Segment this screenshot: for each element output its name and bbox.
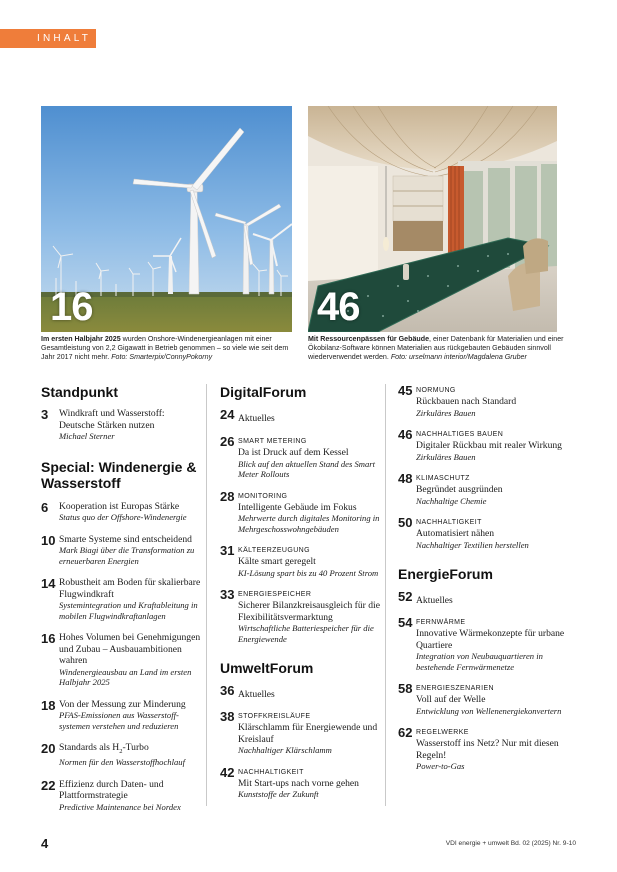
page-number-badge: 16 xyxy=(50,285,93,329)
toc-title: Standards als $H_2$-Turbo xyxy=(59,742,149,755)
toc-subtitle: Zirkuläres Bauen xyxy=(416,451,476,462)
toc-kicker: KLIMASCHUTZ xyxy=(416,475,470,482)
toc-page: 52 xyxy=(398,589,413,604)
toc-entry[interactable] xyxy=(398,516,573,550)
toc-title: Aktuelles xyxy=(238,689,275,700)
toc-kicker: REGELWERKE xyxy=(416,729,469,736)
toc-page: 42 xyxy=(220,764,235,780)
interior-photo[interactable] xyxy=(308,106,557,332)
toc-title: Automatisiert nähen xyxy=(416,528,495,539)
toc-page: 33 xyxy=(220,587,235,602)
toc-entry[interactable] xyxy=(220,684,380,702)
toc-page: 38 xyxy=(220,709,235,724)
toc-entry[interactable] xyxy=(398,472,573,506)
toc-page: 20 xyxy=(41,741,56,756)
caption-lead: Mit Ressourcenpässen für Gebäude xyxy=(308,335,430,343)
toc-column-2 xyxy=(220,384,380,800)
section-heading: Standpunkt xyxy=(41,384,118,400)
toc-title: Digitaler Rückbau mit realer Wirkung xyxy=(416,440,562,451)
toc-subtitle: PFAS-Emissionen aus Wasserstoff-systemen verstehen und reduzieren xyxy=(59,710,179,731)
toc-title: Sicherer Bilanzkreisausgleich für die Flexibilitätsvermarktung xyxy=(238,600,380,623)
toc-page: 48 xyxy=(398,471,413,486)
toc-entry[interactable] xyxy=(220,435,380,480)
toc-kicker: FERNWÄRME xyxy=(416,619,466,626)
toc-entry[interactable] xyxy=(41,742,201,768)
toc-entry[interactable] xyxy=(398,682,573,716)
toc-page: 28 xyxy=(220,488,235,504)
caption-text: wurden Onshore-Windenergieanlagen mit einer Gesamtleistung von 2,2 Gigawatt in Betrieb genommen – so viele wie seit dem Jahr 2017 nicht mehr. xyxy=(41,335,289,361)
wind-turbines-photo xyxy=(41,106,292,332)
toc-entry[interactable] xyxy=(220,588,380,644)
toc-title: Smarte Systeme sind entscheidend xyxy=(59,533,192,545)
toc-subtitle: Nachhaltiger Textilien herstellen xyxy=(416,539,529,550)
section-heading: DigitalForum xyxy=(220,384,307,400)
toc-subtitle: Predictive Maintenance bei Nordex xyxy=(59,801,181,812)
toc-page: 3 xyxy=(41,407,49,422)
toc-entry[interactable] xyxy=(41,534,201,567)
toc-page: 54 xyxy=(398,615,413,630)
toc-kicker: KÄLTEERZEUGUNG xyxy=(238,547,310,554)
toc-page: 26 xyxy=(220,434,235,449)
toc-kicker: NORMUNG xyxy=(416,387,456,394)
toc-column-3 xyxy=(398,384,573,772)
toc-subtitle: Nachhaltiger Klärschlamm xyxy=(238,745,332,755)
toc-kicker: NACHHALTIGKEIT xyxy=(238,768,304,776)
toc-entry[interactable] xyxy=(220,544,380,578)
toc-page: 31 xyxy=(220,543,235,558)
toc-title: Windkraft und Wasserstoff: Deutsche Stärken nutzen xyxy=(59,408,165,431)
toc-subtitle: Wirtschaftliche Batteriespeicher für die Energiewende xyxy=(238,623,374,644)
toc-kicker: STOFFKREISLÄUFE xyxy=(238,713,311,720)
toc-page: 10 xyxy=(41,532,56,548)
toc-subtitle: Systemintegration und Kraftableitung in mobilen Flugwindkraftanlagen xyxy=(59,600,198,621)
page-number-badge: 46 xyxy=(317,285,360,329)
toc-subtitle: Windenergieausbau an Land im ersten Halbjahr 2025 xyxy=(59,666,192,687)
toc-title: Aktuelles xyxy=(416,595,453,606)
toc-page: 36 xyxy=(220,683,235,698)
toc-entry[interactable] xyxy=(41,632,201,688)
caption-lead: Im ersten Halbjahr 2025 xyxy=(41,335,121,343)
toc-page: 50 xyxy=(398,515,413,530)
toc-entry[interactable] xyxy=(398,428,573,462)
toc-title: Von der Messung zur Minderung xyxy=(59,698,186,710)
toc-subtitle: Normen für den Wasserstoffhochlauf xyxy=(59,757,185,768)
toc-title: Wasserstoff ins Netz? Nur mit diesen Regeln! xyxy=(416,738,559,761)
toc-kicker: NACHHALTIGES BAUEN xyxy=(416,431,504,438)
section-tag: INHALT xyxy=(0,29,96,48)
column-divider xyxy=(206,384,207,806)
toc-subtitle: Kunststoffe der Zukunft xyxy=(238,789,319,799)
toc-subtitle: Zirkuläres Bauen xyxy=(416,407,476,418)
toc-page: 46 xyxy=(398,427,413,442)
toc-subtitle: Michael Sterner xyxy=(59,431,115,441)
toc-page: 16 xyxy=(41,631,56,646)
photo-credit: Foto: urselmann interior/Magdalena Gruber xyxy=(390,353,527,361)
toc-page: 22 xyxy=(41,777,56,793)
toc-subtitle: Integration von Neubauquartieren in bestehende Fernwärmenetze xyxy=(416,651,543,672)
caption-text: , einer Datenbank für Materialien und einer Ökobilanz-Software können Materialien aus rückgebauten Gebäuden sinnvoll wiederverwendet werden. xyxy=(308,335,564,361)
toc-subtitle: Mehrwerte durch digitales Monitoring in Mehrgeschosswohngebäuden xyxy=(238,513,380,534)
toc-subtitle: Blick auf den aktuellen Stand des Smart Meter Rollouts xyxy=(238,458,375,479)
toc-entry[interactable] xyxy=(398,590,573,608)
toc-subtitle: Power-to-Gas xyxy=(416,761,465,771)
toc-entry[interactable] xyxy=(220,710,380,756)
toc-subtitle: Status quo der Offshore-Windenergie xyxy=(59,512,187,522)
toc-kicker: NACHHALTIGKEIT xyxy=(416,519,482,526)
publication-info: VDI energie + umwelt Bd. 02 (2025) Nr. 9-10 xyxy=(445,840,576,847)
toc-subtitle: Mark Biagi über die Transformation zu erneuerbaren Energien xyxy=(59,545,195,566)
photo-caption xyxy=(41,335,299,362)
toc-title: Effizienz durch Daten- und Plattformstrategie xyxy=(59,778,164,802)
toc-title: Rückbauen nach Standard xyxy=(416,396,517,407)
toc-subtitle: KI-Lösung spart bis zu 40 Prozent Strom xyxy=(238,567,379,578)
toc-page: 6 xyxy=(41,499,49,515)
toc-kicker: SMART METERING xyxy=(238,438,307,445)
toc-column-1 xyxy=(41,384,201,812)
toc-entry[interactable] xyxy=(398,616,573,672)
toc-entry[interactable] xyxy=(220,490,380,535)
toc-entry[interactable] xyxy=(220,766,380,800)
toc-title: Aktuelles xyxy=(238,413,275,424)
toc-kicker: MONITORING xyxy=(238,492,288,500)
toc-title: Mit Start-ups nach vorne gehen xyxy=(238,777,359,789)
toc-entry[interactable] xyxy=(41,699,201,732)
toc-kicker: ENERGIESZENARIEN xyxy=(416,685,494,692)
toc-entry[interactable] xyxy=(41,501,201,523)
toc-subtitle: Nachhaltige Chemie xyxy=(416,495,487,506)
toc-page: 45 xyxy=(398,383,413,398)
section-heading: Special: Windenergie & Wasserstoff xyxy=(41,458,197,491)
toc-entry[interactable] xyxy=(398,384,573,418)
toc-entry[interactable] xyxy=(41,779,201,813)
toc-title: Robustheit am Boden für skalierbare Flugwindkraft xyxy=(59,577,201,600)
toc-title: Begründet ausgründen xyxy=(416,484,503,495)
toc-page: 58 xyxy=(398,681,413,696)
toc-kicker: ENERGIESPEICHER xyxy=(238,591,312,598)
section-heading: UmweltForum xyxy=(220,660,314,676)
toc-title: Da ist Druck auf dem Kessel xyxy=(238,447,349,458)
photo-credit: Foto: Smarterpix/ConnyPokorny xyxy=(111,353,213,361)
column-divider xyxy=(385,384,386,806)
toc-page: 18 xyxy=(41,697,56,713)
section-heading: EnergieForum xyxy=(398,566,493,582)
toc-entry[interactable] xyxy=(41,577,201,621)
toc-entry[interactable] xyxy=(41,408,201,442)
toc-title: Hohes Volumen bei Genehmigungen und Zubau – Ausbauambitionen wahren xyxy=(59,632,201,666)
page-number: 4 xyxy=(41,836,49,851)
photo-caption xyxy=(308,335,565,362)
toc-title: Kälte smart geregelt xyxy=(238,556,316,567)
toc-page: 24 xyxy=(220,407,235,422)
toc-entry[interactable] xyxy=(220,408,380,426)
toc-subtitle: Entwicklung von Wellenenergiekonvertern xyxy=(416,705,562,716)
toc-page: 14 xyxy=(41,576,56,591)
toc-title: Intelligente Gebäude im Fokus xyxy=(238,501,357,513)
toc-entry[interactable] xyxy=(398,726,573,772)
toc-title: Klärschlamm für Energiewende und Kreislauf xyxy=(238,722,378,745)
toc-page: 62 xyxy=(398,725,413,740)
toc-title: Voll auf der Welle xyxy=(416,694,486,705)
toc-title: Innovative Wärmekonzepte für urbane Quartiere xyxy=(416,628,565,651)
toc-title: Kooperation ist Europas Stärke xyxy=(59,500,180,512)
